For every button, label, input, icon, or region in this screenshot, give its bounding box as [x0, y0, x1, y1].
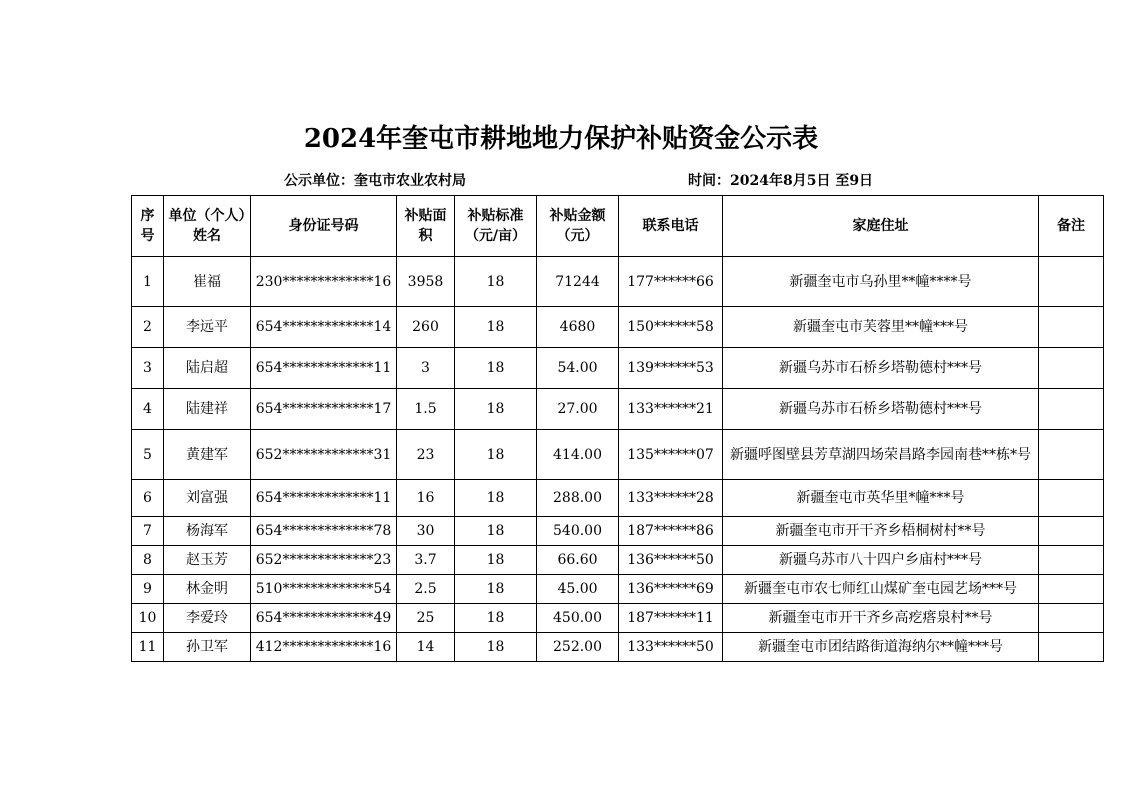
cell-rate: 18	[455, 575, 537, 604]
subsidy-table	[131, 195, 1104, 662]
cell-address: 新疆呼图壁县芳草湖四场荣昌路李园南巷**栋*号	[723, 430, 1039, 480]
header-address: 家庭住址	[723, 196, 1039, 257]
cell-name: 林金明	[164, 575, 251, 604]
cell-amount: 540.00	[537, 517, 619, 546]
cell-amount: 54.00	[537, 348, 619, 389]
cell-name: 陆启超	[164, 348, 251, 389]
cell-remark	[1039, 389, 1104, 430]
header-remark: 备注	[1039, 196, 1104, 257]
cell-amount: 288.00	[537, 480, 619, 517]
cell-phone: 135******07	[619, 430, 723, 480]
cell-id: 230*************16	[251, 257, 397, 307]
cell-phone: 133******21	[619, 389, 723, 430]
cell-phone: 150******58	[619, 307, 723, 348]
table-row	[132, 604, 1104, 633]
cell-id: 654*************14	[251, 307, 397, 348]
cell-area: 3.7	[397, 546, 455, 575]
table-row	[132, 307, 1104, 348]
cell-name: 赵玉芳	[164, 546, 251, 575]
cell-area: 3958	[397, 257, 455, 307]
table-row	[132, 517, 1104, 546]
cell-phone: 136******69	[619, 575, 723, 604]
cell-phone: 177******66	[619, 257, 723, 307]
cell-name: 陆建祥	[164, 389, 251, 430]
table-row	[132, 633, 1104, 662]
cell-seq: 11	[132, 633, 164, 662]
cell-address: 新疆乌苏市八十四户乡庙村***号	[723, 546, 1039, 575]
cell-address: 新疆奎屯市团结路街道海纳尔**幢***号	[723, 633, 1039, 662]
cell-amount: 414.00	[537, 430, 619, 480]
cell-rate: 18	[455, 517, 537, 546]
page-title: 2024年奎屯市耕地地力保护补贴资金公示表	[303, 124, 819, 154]
cell-amount: 71244	[537, 257, 619, 307]
header-id: 身份证号码	[251, 196, 397, 257]
cell-amount: 252.00	[537, 633, 619, 662]
cell-seq: 2	[132, 307, 164, 348]
cell-rate: 18	[455, 389, 537, 430]
cell-rate: 18	[455, 307, 537, 348]
table-row	[132, 480, 1104, 517]
cell-amount: 450.00	[537, 604, 619, 633]
cell-area: 2.5	[397, 575, 455, 604]
cell-remark	[1039, 604, 1104, 633]
cell-seq: 10	[132, 604, 164, 633]
table-row	[132, 575, 1104, 604]
cell-seq: 9	[132, 575, 164, 604]
cell-area: 3	[397, 348, 455, 389]
header-phone: 联系电话	[619, 196, 723, 257]
header-rate: 补贴标准（元/亩）	[455, 196, 537, 257]
cell-area: 30	[397, 517, 455, 546]
header-name: 单位（个人）姓名	[164, 196, 251, 257]
cell-amount: 45.00	[537, 575, 619, 604]
cell-seq: 5	[132, 430, 164, 480]
cell-name: 孙卫军	[164, 633, 251, 662]
cell-remark	[1039, 480, 1104, 517]
cell-id: 510*************54	[251, 575, 397, 604]
cell-address: 新疆乌苏市石桥乡塔勒德村***号	[723, 389, 1039, 430]
cell-address: 新疆奎屯市开干齐乡梧桐树村**号	[723, 517, 1039, 546]
cell-phone: 133******50	[619, 633, 723, 662]
cell-area: 14	[397, 633, 455, 662]
cell-id: 412*************16	[251, 633, 397, 662]
cell-seq: 3	[132, 348, 164, 389]
cell-rate: 18	[455, 348, 537, 389]
cell-seq: 4	[132, 389, 164, 430]
cell-id: 654*************11	[251, 480, 397, 517]
header-area: 补贴面积	[397, 196, 455, 257]
cell-seq: 6	[132, 480, 164, 517]
cell-remark	[1039, 348, 1104, 389]
cell-remark	[1039, 546, 1104, 575]
cell-phone: 139******53	[619, 348, 723, 389]
cell-id: 654*************49	[251, 604, 397, 633]
table-header-row	[132, 196, 1104, 257]
table-row	[132, 389, 1104, 430]
cell-id: 654*************11	[251, 348, 397, 389]
cell-rate: 18	[455, 480, 537, 517]
cell-phone: 133******28	[619, 480, 723, 517]
cell-id: 654*************78	[251, 517, 397, 546]
cell-area: 16	[397, 480, 455, 517]
cell-address: 新疆奎屯市农七师红山煤矿奎屯园艺场***号	[723, 575, 1039, 604]
cell-phone: 187******86	[619, 517, 723, 546]
cell-address: 新疆乌苏市石桥乡塔勒德村***号	[723, 348, 1039, 389]
cell-remark	[1039, 517, 1104, 546]
table-row	[132, 546, 1104, 575]
cell-area: 1.5	[397, 389, 455, 430]
time-label: 时间：2024年8月5日 至9日	[688, 173, 874, 189]
cell-name: 刘富强	[164, 480, 251, 517]
cell-remark	[1039, 257, 1104, 307]
cell-rate: 18	[455, 430, 537, 480]
cell-area: 23	[397, 430, 455, 480]
cell-area: 25	[397, 604, 455, 633]
cell-remark	[1039, 307, 1104, 348]
header-seq: 序号	[132, 196, 164, 257]
cell-seq: 1	[132, 257, 164, 307]
cell-address: 新疆奎屯市英华里*幢***号	[723, 480, 1039, 517]
cell-remark	[1039, 633, 1104, 662]
cell-amount: 27.00	[537, 389, 619, 430]
cell-remark	[1039, 430, 1104, 480]
cell-address: 新疆奎屯市芙蓉里**幢***号	[723, 307, 1039, 348]
publisher-label: 公示单位：奎屯市农业农村局	[284, 173, 466, 189]
cell-seq: 8	[132, 546, 164, 575]
cell-seq: 7	[132, 517, 164, 546]
cell-amount: 4680	[537, 307, 619, 348]
table-row	[132, 430, 1104, 480]
cell-rate: 18	[455, 633, 537, 662]
cell-phone: 187******11	[619, 604, 723, 633]
cell-id: 652*************31	[251, 430, 397, 480]
cell-amount: 66.60	[537, 546, 619, 575]
cell-name: 李远平	[164, 307, 251, 348]
cell-remark	[1039, 575, 1104, 604]
cell-id: 654*************17	[251, 389, 397, 430]
cell-rate: 18	[455, 546, 537, 575]
cell-rate: 18	[455, 257, 537, 307]
header-amount: 补贴金额（元）	[537, 196, 619, 257]
cell-name: 崔福	[164, 257, 251, 307]
cell-rate: 18	[455, 604, 537, 633]
cell-name: 李爱玲	[164, 604, 251, 633]
cell-phone: 136******50	[619, 546, 723, 575]
cell-name: 杨海军	[164, 517, 251, 546]
cell-name: 黄建军	[164, 430, 251, 480]
cell-address: 新疆奎屯市开干齐乡高疙瘩泉村**号	[723, 604, 1039, 633]
table-row	[132, 348, 1104, 389]
table-row	[132, 257, 1104, 307]
cell-id: 652*************23	[251, 546, 397, 575]
cell-address: 新疆奎屯市乌孙里**幢****号	[723, 257, 1039, 307]
cell-area: 260	[397, 307, 455, 348]
